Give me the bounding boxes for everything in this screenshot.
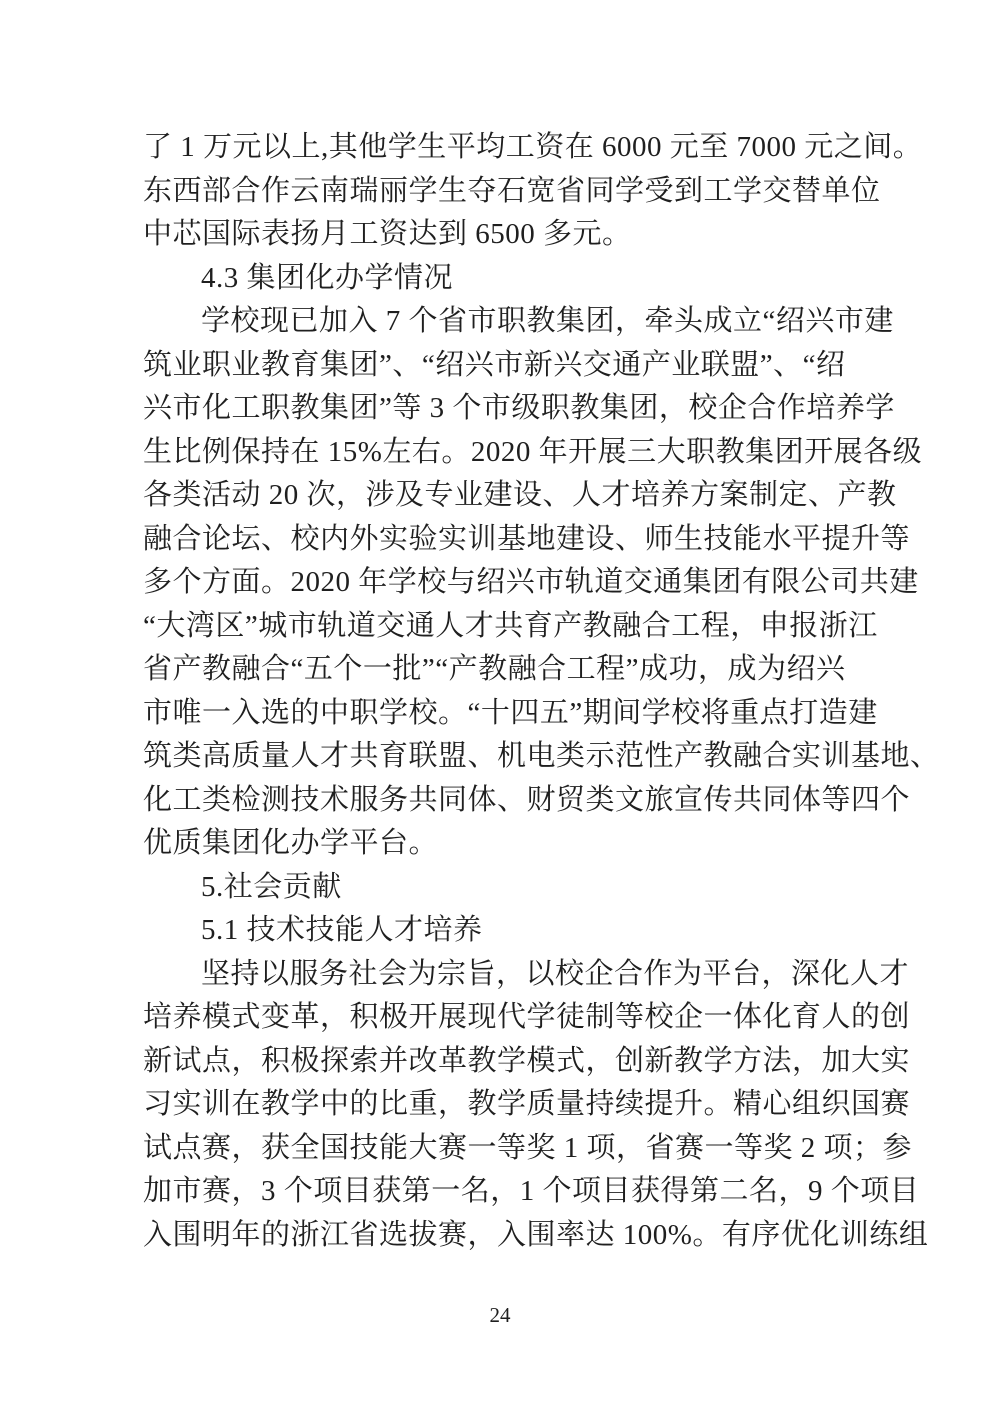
text-line: 试点赛，获全国技能大赛一等奖 1 项，省赛一等奖 2 项；参 bbox=[143, 1131, 913, 1164]
text-line: 各类活动 20 次，涉及专业建设、人才培养方案制定、产教 bbox=[143, 479, 897, 511]
heading-line: 5.1 技术技能人才培养 bbox=[201, 914, 483, 946]
text-line: 筑类高质量人才共育联盟、机电类示范性产教融合实训基地、 bbox=[143, 740, 940, 772]
text-line: 学校现已加入 7 个省市职教集团，牵头成立“绍兴市建 bbox=[201, 305, 894, 337]
text-line: 优质集团化办学平台。 bbox=[143, 827, 439, 859]
text-line: 入围明年的浙江省选拔赛，入围率达 100%。有序优化训练组 bbox=[143, 1218, 929, 1251]
text-line: 习实训在教学中的比重，教学质量持续提升。精心组织国赛 bbox=[143, 1088, 911, 1120]
text-line: 多个方面。2020 年学校与绍兴市轨道交通集团有限公司共建 bbox=[143, 566, 919, 598]
text-line: 新试点，积极探索并改革教学模式，创新教学方法，加大实 bbox=[143, 1044, 911, 1077]
text-line: 省产教融合“五个一批”“产教融合工程”成功，成为绍兴 bbox=[143, 653, 846, 685]
document-body bbox=[143, 126, 940, 1257]
text-line: 融合论坛、校内外实验实训基地建设、师生技能水平提升等 bbox=[143, 522, 911, 555]
text-line: 加市赛，3 个项目获第一名，1 个项目获得第二名，9 个项目 bbox=[143, 1175, 920, 1207]
text-line: 市唯一入选的中职学校。“十四五”期间学校将重点打造建 bbox=[143, 696, 878, 729]
text-line: 兴市化工职教集团”等 3 个市级职教集团，校企合作培养学 bbox=[143, 392, 895, 424]
text-line: 东西部合作云南瑞丽学生夺石宽省同学受到工学交替单位 bbox=[143, 174, 881, 207]
text-line: 了 1 万元以上,其他学生平均工资在 6000 元至 7000 元之间。 bbox=[143, 131, 923, 163]
heading-line: 4.3 集团化办学情况 bbox=[201, 261, 454, 294]
text-line: 生比例保持在 15%左右。2020 年开展三大职教集团开展各级 bbox=[143, 435, 923, 468]
page-number: 24 bbox=[489, 1303, 511, 1327]
text-line: 筑业职业教育集团”、“绍兴市新兴交通产业联盟”、“绍 bbox=[143, 348, 846, 381]
text-line: 中芯国际表扬月工资达到 6500 多元。 bbox=[143, 218, 632, 250]
heading-line: 5.社会贡献 bbox=[201, 870, 342, 903]
text-line: 培养模式变革，积极开展现代学徒制等校企一体化育人的创 bbox=[143, 1001, 911, 1033]
page-footer bbox=[0, 1303, 1000, 1328]
text-line: “大湾区”城市轨道交通人才共育产教融合工程，申报浙江 bbox=[143, 609, 878, 642]
text-line: 化工类检测技术服务共同体、财贸类文旅宣传共同体等四个 bbox=[143, 783, 911, 816]
text-line: 坚持以服务社会为宗旨，以校企合作为平台，深化人才 bbox=[201, 957, 910, 990]
